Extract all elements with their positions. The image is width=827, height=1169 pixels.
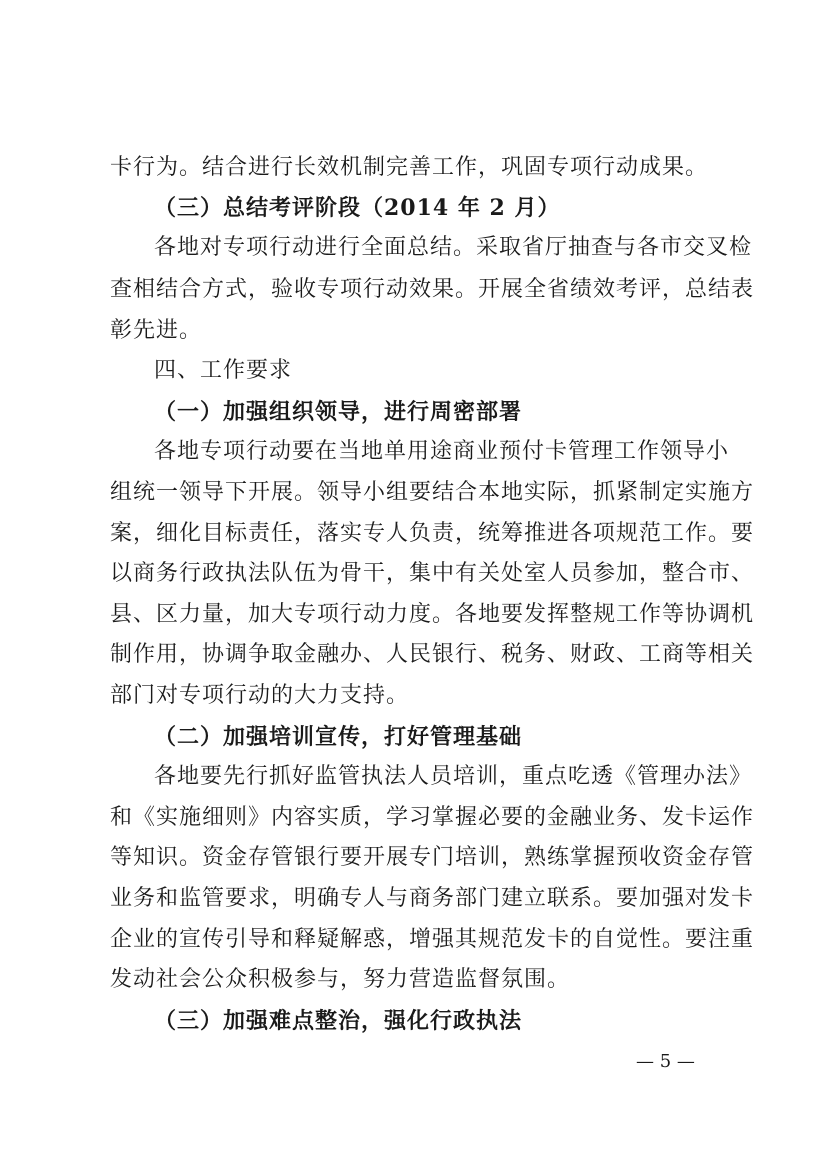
section-heading-summary-stage: （三）总结考评阶段（2014 年 2 月） [154,195,561,221]
body-text-line: 等知识。资金存管银行要开展专门培训，熟练掌握预收资金存管 [110,845,755,870]
body-text-line: 和《实施细则》内容实质，学习掌握必要的金融业务、发卡运作 [110,805,755,830]
body-text-line: 企业的宣传引导和释疑解惑，增强其规范发卡的自觉性。要注重 [110,927,755,952]
body-text-line: 业务和监管要求，明确专人与商务部门建立联系。要加强对发卡 [110,886,755,911]
page-number: — 5 — [636,1051,695,1072]
body-text-line: 制作用，协调争取金融办、人民银行、税务、财政、工商等相关 [110,642,755,667]
body-text-line: 组统一领导下开展。领导小组要结合本地实际，抓紧制定实施方 [110,480,755,505]
body-text-line: 卡行为。结合进行长效机制完善工作，巩固专项行动成果。 [110,155,709,180]
body-text-line: 各地对专项行动进行全面总结。采取省厅抽查与各市交叉检 [154,235,753,260]
body-text-line: 案，细化目标责任，落实专人负责，统筹推进各项规范工作。要 [110,521,755,546]
body-text-line: 以商务行政执法队伍为骨干，集中有关处室人员参加，整合市、 [110,561,755,586]
body-text-line: 查相结合方式，验收专项行动效果。开展全省绩效考评，总结表 [110,277,755,302]
subsection-heading-organization: （一）加强组织领导，进行周密部署 [154,399,523,425]
body-text-line: 部门对专项行动的大力支持。 [110,683,410,708]
body-text-line: 各地要先行抓好监管执法人员培训，重点吃透《管理办法》 [154,764,753,789]
body-text-line: 彰先进。 [110,318,203,343]
body-text-line: 发动社会公众积极参与，努力营造监督氛围。 [110,967,571,992]
subsection-heading-enforcement: （三）加强难点整治，强化行政执法 [154,1008,523,1034]
body-text-line: 县、区力量，加大专项行动力度。各地要发挥整规工作等协调机 [110,602,755,627]
subsection-heading-training: （二）加强培训宣传，打好管理基础 [154,724,523,750]
section-heading-work-requirements: 四、工作要求 [154,358,293,383]
body-text-line: 各地专项行动要在当地单用途商业预付卡管理工作领导小 [154,439,730,464]
